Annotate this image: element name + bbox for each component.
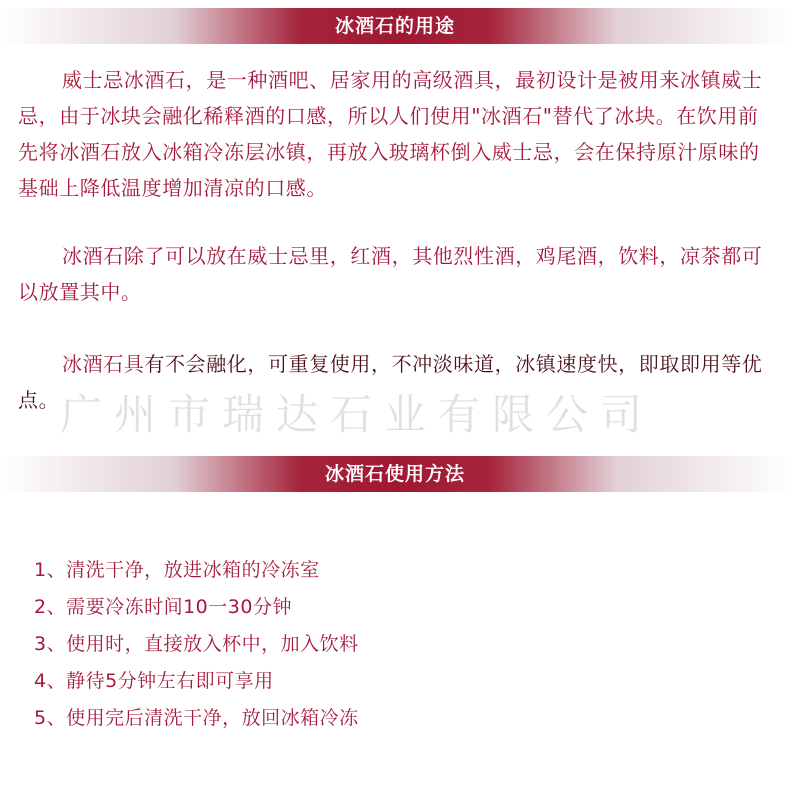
- usage-steps-list: [34, 552, 359, 737]
- company-watermark: 广州市瑞达石业有限公司: [60, 390, 655, 439]
- usage-step: 2、需要冷冻时间10一30分钟: [34, 596, 292, 618]
- advantages-prefix: 冰酒石具: [62, 352, 145, 376]
- usage-step: 5、使用完后清洗干净，放回冰箱冷冻: [34, 707, 359, 729]
- advantages-text: 有不会融化，可重复使用，不冲淡味道，冰镇速度快，即取即用等优点。: [18, 352, 763, 412]
- usage-step: 1、清洗干净，放进冰箱的冷冻室: [34, 559, 320, 581]
- section-title-uses: 冰酒石的用途: [334, 15, 455, 37]
- section-title-usage: 冰酒石使用方法: [324, 463, 465, 485]
- paragraph-intro: 威士忌冰酒石，是一种酒吧、居家用的高级酒具，最初设计是被用来冰镇威士忌，由于冰块会融化稀释酒的口感，所以人们使用"冰酒石"替代了冰块。在饮用前先将冰酒石放入冰箱冷冻层冰镇，再放入玻璃杯倒入威士忌，会在保持原汁原味的基础上降低温度增加清凉的口感。: [18, 68, 763, 200]
- section-header-uses: [0, 8, 790, 44]
- section-header-usage: [0, 456, 790, 492]
- usage-step: 3、使用时，直接放入杯中，加入饮料: [34, 633, 359, 655]
- paragraph-applications: 冰酒石除了可以放在威士忌里，红酒，其他烈性酒，鸡尾酒，饮料，凉茶都可以放置其中。: [18, 244, 763, 304]
- usage-step: 4、静待5分钟左右即可享用: [34, 670, 274, 692]
